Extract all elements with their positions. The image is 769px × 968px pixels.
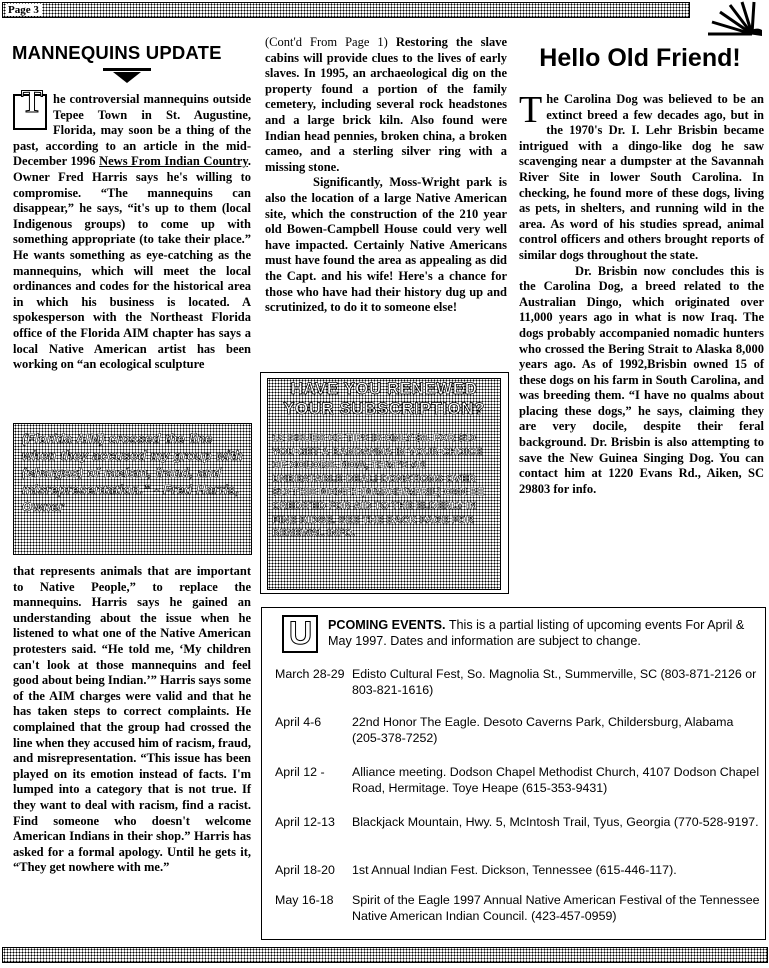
arrow-down-icon (103, 68, 151, 84)
event-text: Spirit of the Eagle 1997 Annual Native American Festival of the Tennessee Native American Indian Council. (423-457-0959) (352, 893, 760, 923)
carolina-dog-article: T he Carolina Dog was believed to be an extinct breed a few decades ago, but in the 1970's Dr. I. Lehr Brisbin became intrigued with a dingo-like dog he saw scavenging near a dumpster at the Savannah River Site in lower South Carolina. In checking, he found more of these dogs, living as pets, in shelters, and running wild in the area. As word of his studies spread, animal control officers and others brought reports of similar dogs throughout the state. Dr. Brisbin now concludes this is the Carolina Dog, a breed related to the Australian Dingo, which originated over 11,000 years ago in what is now Iraq. The dogs probably accompanied nomadic hunters who crossed the Bering Strait to Alaska 8,000 years ago. As of 1992,Brisbin owned 15 of these dogs on his farm in South Carolina, and was breeding them. “I have no qualms about placing these dogs,” he says, claiming they are very docile, despite their feral background. Dr. Brisbin is also attempting to save the New Guinea Singing Dog. You can contact him at 1220 Evans Rd., Aiken, SC 29803 for info. (519, 89, 764, 496)
event-text: 22nd Honor The Eagle. Desoto Caverns Park, Childersburg, Alabama (205-378-7252) (352, 715, 734, 745)
event-item (275, 764, 760, 796)
page-number: Page 3 (6, 4, 42, 16)
hello-old-friend-title: Hello Old Friend! (539, 44, 741, 72)
event-date: March 28-29 (275, 667, 345, 681)
news-from-indian-country-ref: News From Indian Country (99, 154, 248, 169)
pull-quote: (Florida AIM) crossed the line when they accused my group with (charges) of racism, fraud, and misrepresentation.” - Fred Harris, Owner (22, 431, 243, 514)
renewal-title: HAVE YOU RENEWED YOUR SUBSCRIPTION? (283, 379, 485, 418)
continued-article: (Cont'd From Page 1) Restoring the slave cabins will provide clues to the lives of early slaves. In 1995, an archaeological dig on the property found a portion of the family cemetery, including several rock headstones and a large brick kiln. Also found were Indian head pennies, broken china, a broken cameo, and a sterling silver ring with a missing stone. Significantly, Moss-Wright park is also the location of a large Native American site, which the construction of the 210 year old Bowen-Campbell House could very well have impacted. Certainly Native Americans must have found the area as appealing as did the Capt. and his wife! Here's a chance for those who have had their history dug up and scrutinized, to do it to someone else! (265, 35, 507, 315)
event-text: Alliance meeting. Dodson Chapel Methodist Church, 4107 Dodson Chapel Road, Hermitage. Toye Heape (615-353-9431) (352, 765, 760, 795)
event-text: Blackjack Mountain, Hwy. 5, McIntosh Trail, Tyus, Georgia (770-528-9197. (352, 815, 759, 829)
event-date: April 12-13 (275, 815, 335, 829)
events-intro: PCOMING EVENTS. This is a partial listing of upcoming events For April & May 1997. Dates and information are subject to change. (328, 618, 745, 648)
event-item (275, 862, 760, 878)
event-text: Edisto Cultural Fest, So. Magnolia St., Summerville, SC (803-871-2126 or 803-821-1616) (352, 667, 757, 697)
mannequins-article-part1: T he controversial mannequins outside Tepee Town in St. Augustine, Florida, may soon be a thing of the past, according to an article in the mid-December 1996 News From Indian Country. Owner Fred Harris says he's willing to compromise. “The mannequins can disappear,” he says, “it's up to them (local Indigenous groups) to come up with something appropriate (to take their place.” He wants something as eye-catching as the mannequins, which will meet the local ordinances and codes for the historical area in which his business is located. A spokesperson with the Northeast Florida office of the Florida AIM chapter has says a local Native American artist has been working on “an ecological sculpture (13, 84, 252, 372)
dropcap-t: T (519, 89, 543, 131)
renewal-body: 12 ISSUES OF TIPS IS ONLY $8. FOR $10 YOU GET A BANDANNA IN YOUR CHOICE OF COLORS. NOW, THAT'S AN UNBEATABLE DEAL! DONATIONS OVER $10 THIS MONTH (MARCH/APRIL) CAN BE CREDITED FOR AID TO THE ELDERLY IN PINE RIDGE. SEE THE BACK PAGE FOR RENEWAL INFO. (272, 432, 485, 540)
sunburst-logo (692, 0, 766, 40)
header-bar (2, 2, 690, 18)
event-date: May 16-18 (275, 893, 334, 907)
event-item (275, 814, 760, 830)
dropcap-t-box: T (13, 94, 47, 130)
event-item (275, 666, 760, 698)
event-text: 1st Annual Indian Fest. Dickson, Tennessee (615-446-117). (352, 863, 677, 877)
event-date: April 12 - (275, 765, 325, 779)
event-item (275, 892, 760, 924)
mannequins-article-part2: that represents animals that are important to Native People,” to replace the mannequins. Harris says he gained an understanding about the issue when he listened to what one of the Native American protesters said. “He told me, ‘My children can't look at those mannequins and feel good about being Indian.’” Harris says some of the AIM charges were valid and that he has taken steps to correct complaints. He complained that the group had crossed the line when they accused him of racism, fraud, and misrepresentation. “This issue has been played on its emotion instead of facts. I'm lumped into a category that is not true. If they want to deal with racism, find a racist. Find someone who doesn't welcome American Indians in their shop.” Harris has asked for a formal apology. Until he gets it, “They get nowhere with me.” (13, 564, 251, 875)
event-item (275, 714, 760, 746)
footer-bar (2, 947, 768, 963)
dropcap-u-box: U (282, 615, 318, 653)
event-date: April 4-6 (275, 715, 322, 729)
mannequins-title: MANNEQUINS UPDATE (12, 42, 222, 63)
event-date: April 18-20 (275, 863, 335, 877)
